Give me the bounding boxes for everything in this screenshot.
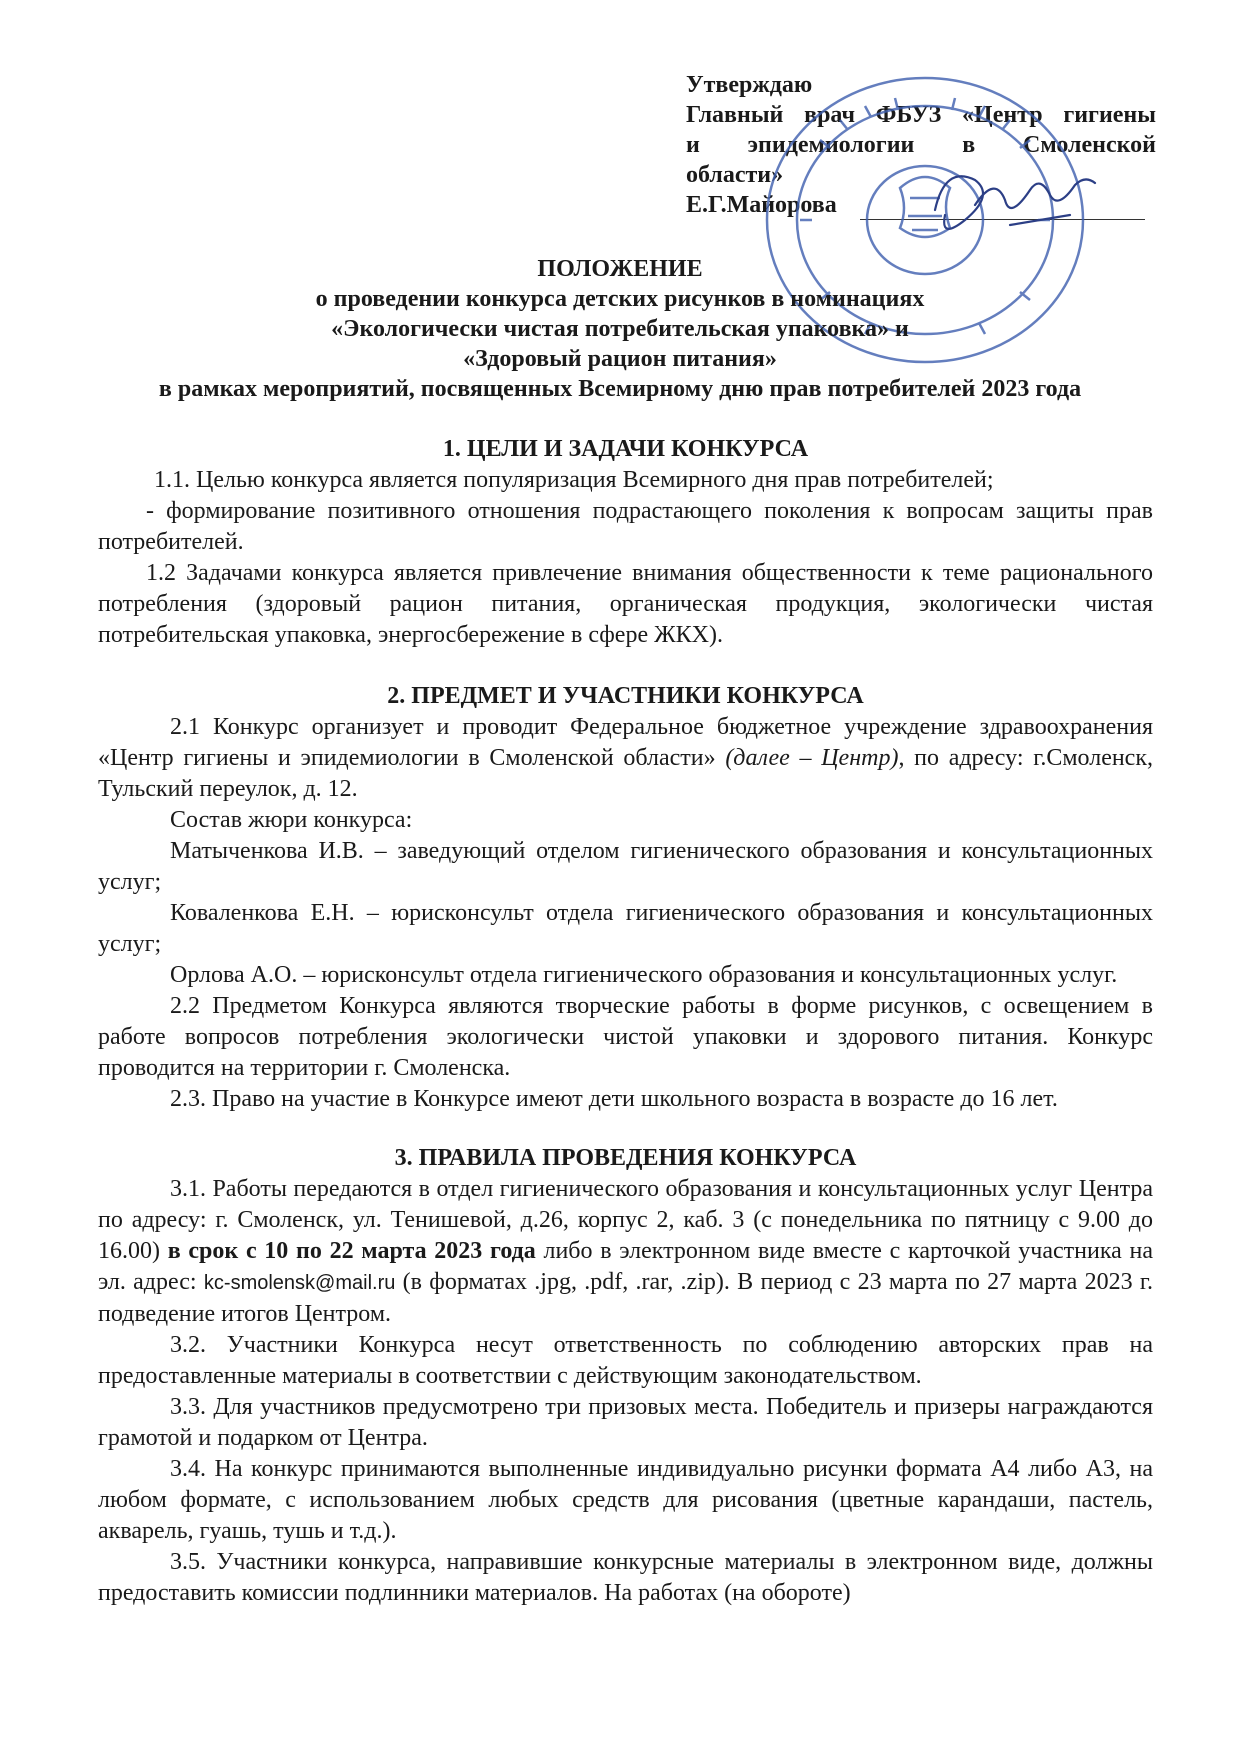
- paragraph: 1.1. Целью конкурса является популяризация Всемирного дня прав потребителей;: [154, 467, 994, 493]
- title-line: в рамках мероприятий, посвященных Всемирному дню прав потребителей 2023 года: [158, 376, 1082, 402]
- jury-member: Коваленкова Е.Н. – юрисконсульт отдела гигиенического образования и консультационных услуг;: [98, 900, 1153, 957]
- title-line: «Здоровый рацион питания»: [463, 346, 777, 372]
- approval-line: Утверждаю: [686, 72, 813, 98]
- paragraph: 3.2. Участники Конкурса несут ответственность по соблюдению авторских прав на предоставленные материалы в соответствии с действующим законодательством.: [98, 1332, 1153, 1389]
- paragraph: - формирование позитивного отношения подрастающего поколения к вопросам защиты прав потребителей.: [98, 498, 1153, 555]
- text-run: (в форматах .jpg, .pdf, .rar, .zip). В период с 23 марта по 27 марта 2023 г. подведение итогов Центром.: [98, 1269, 1154, 1327]
- text-run: 2.1 Конкурс организует и проводит Федеральное бюджетное учреждение здравоохранения «Центр гигиены и эпидемиологии в Смоленской области»: [98, 714, 1153, 771]
- signature-icon: [915, 150, 1105, 270]
- text-run: либо в электронном виде вместе с карточкой участника на эл. адрес:: [98, 1238, 1153, 1295]
- text-run: , по адресу: г.Смоленск, Тульский переулок, д. 12.: [98, 745, 1153, 802]
- paragraph: 3.4. На конкурс принимаются выполненные индивидуально рисунки формата А4 либо А3, на любом формате, с использованием любых средств для рисования (цветные карандаши, пастель, акварель, гуашь, тушь и т.д.).: [98, 1456, 1153, 1544]
- deadline-text: в срок с 10 по 22 марта 2023 года: [167, 1238, 536, 1264]
- jury-member: Матыченкова И.В. – заведующий отделом гигиенического образования и консультационных услуг;: [98, 838, 1153, 895]
- approval-line: области»: [686, 162, 784, 188]
- section-heading: 3. ПРАВИЛА ПРОВЕДЕНИЯ КОНКУРСА: [394, 1145, 857, 1171]
- approval-line: и эпидемиологии в Смоленской: [686, 132, 1156, 158]
- paragraph: [98, 712, 1153, 805]
- title-line: «Экологически чистая потребительская упаковка» и: [331, 316, 909, 342]
- email-link[interactable]: kc-smolensk@mail.ru: [203, 1272, 396, 1294]
- italic-note: (далее – Центр): [725, 745, 899, 771]
- paragraph: Состав жюри конкурса:: [170, 807, 413, 833]
- paragraph: [98, 1174, 1153, 1330]
- paragraph: 2.2 Предметом Конкурса являются творческие работы в форме рисунков, с освещением в работе вопросов потребления экологически чистой упаковки и здорового питания. Конкурс проводится на территории г. Смоленска.: [98, 993, 1153, 1081]
- paragraph: 3.3. Для участников предусмотрено три призовых места. Победитель и призеры награждаются грамотой и подарком от Центра.: [98, 1394, 1153, 1451]
- approval-line: Главный врач ФБУЗ «Центр гигиены: [686, 102, 1156, 128]
- title-line: о проведении конкурса детских рисунков в номинациях: [315, 286, 925, 312]
- paragraph: 2.3. Право на участие в Конкурсе имеют дети школьного возраста в возрасте до 16 лет.: [170, 1086, 1058, 1112]
- document-type: ПОЛОЖЕНИЕ: [537, 256, 703, 282]
- paragraph: 3.5. Участники конкурса, направившие конкурсные материалы в электронном виде, должны предоставить комиссии подлинники материалов. На работах (на обороте): [98, 1549, 1153, 1606]
- spacer: [98, 651, 1153, 681]
- paragraph: 1.2 Задачами конкурса является привлечение внимания общественности к теме рационального потребления (здоровый рацион питания, органическая продукция, экологически чистая потребительская упаковка, энергосбережение в сфере ЖКХ).: [98, 560, 1153, 648]
- text-run: 3.1. Работы передаются в отдел гигиенического образования и консультационных услуг Центра по адресу: г. Смоленск, ул. Тенишевой, д.26, корпус 2, каб. 3 (с понедельника по пятницу с 9.00 до 16.00): [98, 1176, 1153, 1264]
- document-body: [98, 434, 1153, 1609]
- approval-signer: Е.Г.Майорова: [686, 192, 837, 218]
- section-heading: 1. ЦЕЛИ И ЗАДАЧИ КОНКУРСА: [442, 436, 809, 462]
- document-title-block: [90, 254, 1150, 404]
- spacer: [98, 1115, 1153, 1143]
- section-heading: 2. ПРЕДМЕТ И УЧАСТНИКИ КОНКУРСА: [387, 683, 864, 709]
- jury-member: Орлова А.О. – юрисконсульт отдела гигиенического образования и консультационных услуг.: [170, 962, 1118, 988]
